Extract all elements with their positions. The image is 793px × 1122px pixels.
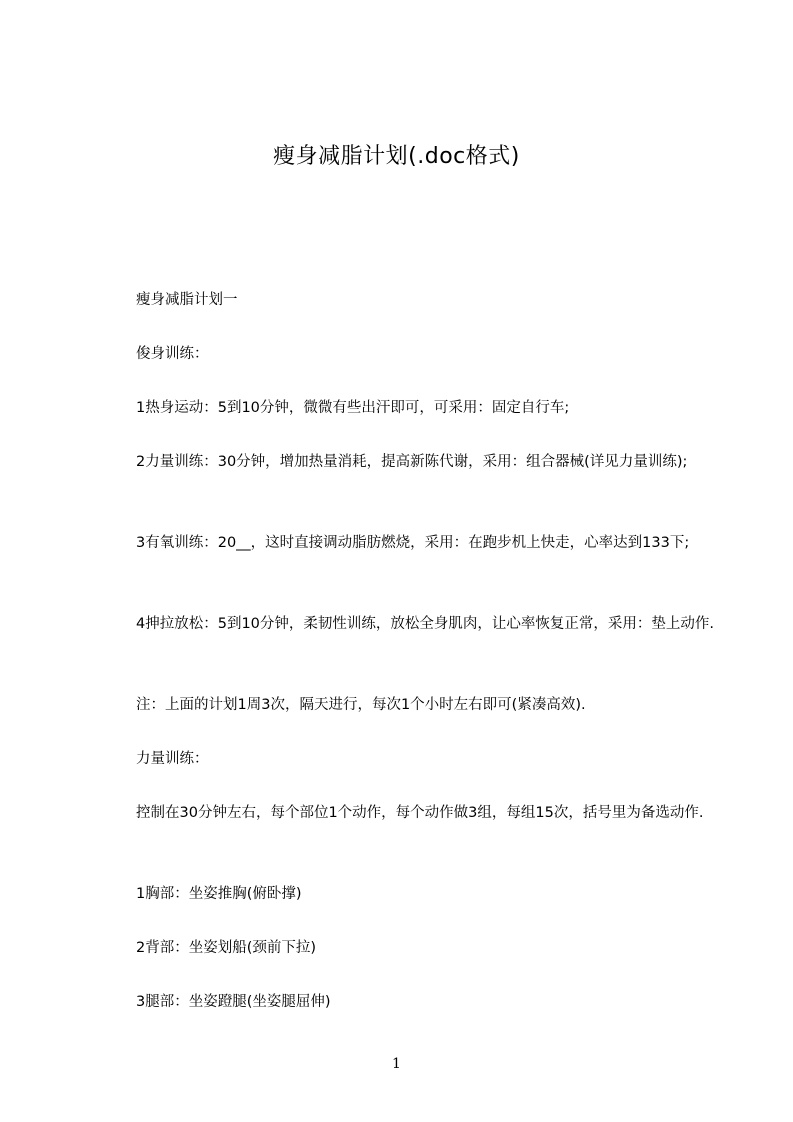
paragraph-strength: 2力量训练：30分钟，增加热量消耗，提高新陈代谢，采用：组合器械(详见力量训练); <box>136 454 688 470</box>
paragraph-training-heading: 俊身训练： <box>136 346 209 362</box>
paragraph-strength-control: 控制在30分钟左右，每个部位1个动作，每个动作做3组，每组15次，括号里为备选动作. <box>136 805 704 821</box>
document-title: 瘦身减脂计划(.doc格式) <box>273 144 520 169</box>
paragraph-stretch: 4抻拉放松：5到10分钟，柔韧性训练，放松全身肌肉，让心率恢复正常，采用：垫上动作. <box>136 616 715 632</box>
page-number: 1 <box>392 1056 401 1072</box>
paragraph-plan-heading: 瘦身减脂计划一 <box>136 292 238 308</box>
paragraph-aerobic: 3有氧训练：20__，这时直接调动脂肪燃烧，采用：在跑步机上快走，心率达到133下; <box>136 535 690 551</box>
paragraph-note: 注：上面的计划1周3次，隔天进行，每次1个小时左右即可(紧凑高效). <box>136 697 586 713</box>
paragraph-strength-heading: 力量训练： <box>136 751 209 767</box>
paragraph-warmup: 1热身运动：5到10分钟，微微有些出汗即可，可采用：固定自行车; <box>136 400 570 416</box>
paragraph-chest: 1胸部：坐姿推胸(俯卧撑) <box>136 886 302 902</box>
paragraph-back: 2背部：坐姿划船(颈前下拉) <box>136 940 317 956</box>
paragraph-legs: 3腿部：坐姿蹬腿(坐姿腿屈伸) <box>136 994 331 1010</box>
